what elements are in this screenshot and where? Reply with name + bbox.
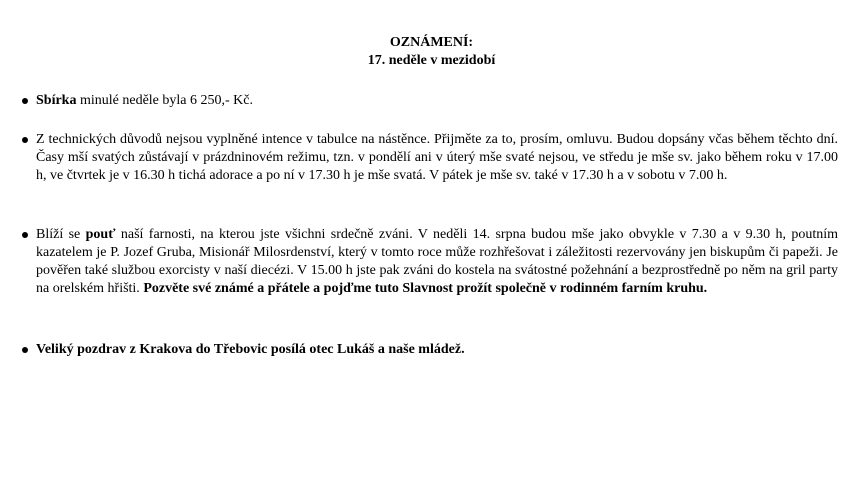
pilgrimage-keyword: pouť — [85, 227, 116, 242]
announcement-text — [36, 92, 838, 110]
page-title: OZNÁMENÍ: — [389, 35, 474, 50]
announcement-item-greeting — [20, 341, 838, 359]
announcement-text — [36, 226, 838, 298]
mass-times-text: Z technických důvodů nejsou vyplněné intence v tabulce na nástěnce. Přijměte za to, prosím, omluvu. Budou dopsány včas během těchto dní. Časy mší svatých zůstávají v prázdninovém režimu, tzn. v pondělí ani v úterý mše svaté nejsou, ve středu je mše sv. jako během roku v 17.00 h, ve čtvrtek je v 16.30 h tichá adorace a po ní v 17.30 h je mše svatá. V pátek je mše sv. také v 17.30 h a v sobotu v 7.00 h. — [36, 132, 838, 183]
greeting-text: Veliký pozdrav z Krakova do Třebovic posílá otec Lukáš a naše mládež. — [36, 342, 465, 357]
announcement-item-mass-times — [20, 131, 838, 185]
announcement-text — [36, 131, 838, 185]
collection-amount-text: minulé neděle byla 6 250,- Kč. — [76, 93, 253, 108]
pilgrimage-invitation-text: Pozvěte své známé a přátele a pojďme tuto Slavnost prožít společně v rodinném farním kruhu. — [143, 281, 708, 296]
pilgrimage-details-text: naší farnosti, na kterou jste všichni srdečně zváni. V neděli 14. srpna budou mše jako obvykle v 7.30 a v 9.30 h, poutním kazatelem je P. Jozef Gruba, Misionář Milosrdenství, který v tomto roce může rozhřešovat i záležitosti rezervovány jen biskupům či papeži. Je pověřen také službou exorcisty v naší diecézi. V 15.00 h jste pak zváni do kostela na svátostné požehnání a bezprostředně po něm na gril party na orelském hřišti. — [36, 227, 838, 296]
announcement-item-collection — [20, 92, 838, 110]
announcement-text — [36, 341, 838, 359]
collection-label: Sbírka — [36, 93, 77, 108]
announcement-item-pilgrimage — [20, 226, 838, 298]
page-subtitle: 17. neděle v mezidobí — [367, 53, 496, 68]
pilgrimage-intro-text: Blíží se — [36, 227, 86, 242]
